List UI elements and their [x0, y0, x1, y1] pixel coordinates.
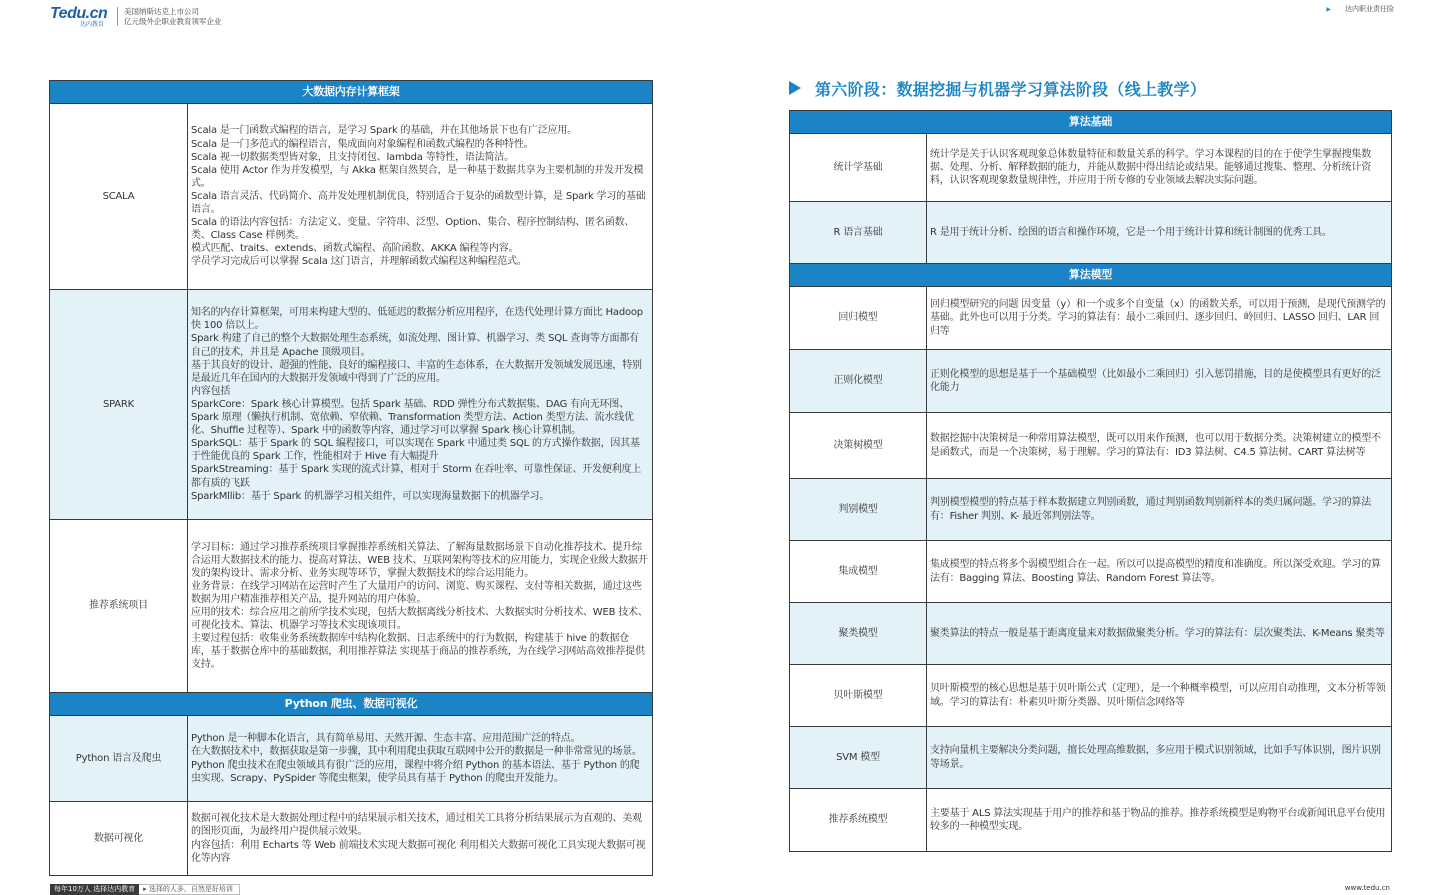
table-row [790, 413, 1392, 479]
stage-title [789, 77, 1206, 99]
table-row [790, 479, 1392, 541]
row-description [188, 716, 653, 802]
table-row [50, 520, 653, 693]
section-title: Python 爬虫、数据可视化 [50, 693, 653, 716]
desc-line: Scala 视一切数据类型皆对象，且支持闭包、lambda 等特性，语法简洁。 [191, 151, 514, 163]
logo-text: Tedu.cn [50, 5, 108, 22]
row-label: 推荐系统模型 [790, 789, 927, 852]
footer-url: www.tedu.cn [1344, 884, 1390, 892]
row-description: 判别模型模型的特点基于样本数据建立判别函数，通过判别函数判别新样本的类归属问题。学习的算法有：Fisher 判别、K- 最近邻判别法等。 [927, 479, 1392, 541]
desc-line: 应用的技术：综合应用之前所学技术实现，包括大数据离线分析技术、大数据实时分析技术、WEB 技术、可视化技术、算法、机器学习等技术实现该项目。 [191, 607, 648, 632]
row-description: 正则化模型的思想是基于一个基础模型（比如最小二乘回归）引入惩罚措施，目的是使模型具有更好的泛化能力 [927, 350, 1392, 413]
desc-line: 基于其良好的设计、超强的性能、良好的编程接口、丰富的生态体系，在大数据开发领域发展迅速，特别是最近几年在国内的大数据开发领域中得到了广泛的应用。 [191, 359, 642, 384]
section-header [790, 264, 1392, 287]
section-title: 算法模型 [790, 264, 1392, 287]
desc-line: SparkMllib：基于 Spark 的机器学习相关组件，可以实现海量数据下的机器学习。 [191, 490, 550, 502]
tedu-logo [50, 6, 112, 28]
table-row [50, 716, 653, 802]
table-row [790, 665, 1392, 727]
company-line-2: 亿元级外企职业教育领军企业 [124, 16, 222, 26]
row-label: 正则化模型 [790, 350, 927, 413]
desc-line: Scala 的语法内容包括：方法定义、变量、字符串、泛型、Option、集合、程序控制结构、匿名函数、类、Class Case 样例类。 [191, 217, 635, 242]
triangle-right-icon [789, 81, 801, 95]
desc-line: 主要过程包括：收集业务系统数据库中结构化数据、日志系统中的行为数据，构建基于 hive 的数据仓库，基于数据仓库中的基础数据，利用推荐算法 实现基于商品的推荐系统，为在线学习网站高效推荐提供支持。 [191, 633, 645, 671]
table-row [790, 350, 1392, 413]
row-description [188, 520, 653, 693]
row-description: 聚类算法的特点一般是基于距离度量来对数据做聚类分析。学习的算法有：层次聚类法、K-Means 聚类等 [927, 603, 1392, 665]
triangle-right-icon: ▶ [1326, 6, 1331, 13]
desc-line: 数据可视化技术是大数据处理过程中的结果展示相关技术，通过相关工具将分析结果展示为直观的、美观的图形页面，为最终用户提供展示效果。 [191, 813, 642, 838]
row-label: 回归模型 [790, 287, 927, 350]
desc-line: Scala 是一门函数式编程的语言，是学习 Spark 的基础，并在其他场景下也有广泛应用。 [191, 125, 577, 137]
row-label: 统计学基础 [790, 134, 927, 202]
desc-line: 在大数据技术中，数据获取是第一步骤，其中利用爬虫获取互联网中公开的数据是一种非常常见的场景。 [191, 746, 642, 758]
logo-subtitle: 达内教育 [80, 22, 105, 28]
desc-line: Scala 语言灵活、代码简介、高并发处理机制优良，特别适合于复杂的函数型计算，是 Spark 学习的基础语言。 [191, 190, 646, 216]
table-row [50, 802, 653, 876]
desc-line: 学习目标：通过学习推荐系统项目掌握推荐系统相关算法、了解海量数据场景下自动化推荐技术、提升综合运用大数据技术的能力、提高对算法、WEB 技术、互联网架构等技术的应用能力，实现企业级大数据开发的架构设计、需求分析、业务实现等环节，掌握大数据技术的综合运用能力。 [191, 541, 648, 579]
desc-line: Python 是一种脚本化语言，具有简单易用、天然开源、生态丰富、应用范围广泛的特点。 [191, 733, 581, 745]
desc-line: 内容包括 [191, 385, 231, 397]
table-row [790, 727, 1392, 789]
footer-tag: 每年10万人 选择达内教育 [50, 884, 139, 895]
footer-slogan-value: 选择的人多，自然是好培训 [148, 885, 233, 893]
footer-slogan-text: ▸ 选择的人多，自然是好培训 [139, 884, 240, 895]
row-description: 贝叶斯模型的核心思想是基于贝叶斯公式（定理），是一个种概率模型，可以应用自动推理，文本分析等领域。学习的算法有：朴素贝叶斯分类器、贝叶斯信念网络等 [927, 665, 1392, 727]
row-label: SVM 模型 [790, 727, 927, 789]
desc-line: Scala 是一门多范式的编程语言，集成面向对象编程和函数式编程的各种特性。 [191, 138, 534, 150]
top-right-label [1326, 4, 1394, 14]
table-row [790, 603, 1392, 665]
desc-line: 学员学习完成后可以掌握 Scala 这门语言，并理解函数式编程这种编程范式。 [191, 256, 527, 268]
desc-line: Scala 使用 Actor 作为并发模型，与 Akka 框架自然契合，是一种基于数据共享为主要机制的并发开发模式。 [191, 164, 644, 189]
row-label: 聚类模型 [790, 603, 927, 665]
section-header [50, 693, 653, 716]
table-row [50, 290, 653, 520]
right-curriculum-table [789, 110, 1392, 852]
row-description [188, 802, 653, 876]
desc-line: SparkStreaming：基于 Spark 实现的流式计算，相对于 Storm 在吞吐率、可靠性保证、开发便利度上都有质的飞跃 [191, 464, 642, 489]
row-label: 推荐系统项目 [50, 520, 188, 693]
row-label: 判别模型 [790, 479, 927, 541]
row-description: 主要基于 ALS 算法实现基于用户的推荐和基于物品的推荐。推荐系统模型是购物平台或新闻讯息平台使用较多的一种模型实现。 [927, 789, 1392, 852]
row-label: 贝叶斯模型 [790, 665, 927, 727]
table-row [790, 134, 1392, 202]
row-description: R 是用于统计分析、绘图的语言和操作环境，它是一个用于统计计算和统计制图的优秀工具。 [927, 202, 1392, 264]
section-title: 大数据内存计算框架 [50, 81, 653, 104]
row-description [188, 290, 653, 520]
table-row [50, 104, 653, 290]
row-label: 决策树模型 [790, 413, 927, 479]
desc-line: SparkSQL：基于 Spark 的 SQL 编程接口，可以实现在 Spark 中通过类 SQL 的方式操作数据，因其基于性能优良的 Spark 工作，性能相对于 Hive 有大幅提升 [191, 438, 640, 463]
desc-line: Python 爬虫技术在爬虫领域具有很广泛的应用，课程中将介绍 Python 的基本语法、基于 Python 的爬虫实现、Scrapy、PySpider 等爬虫框架，使学员具有基于 Python 的爬虫开发能力。 [191, 759, 640, 784]
row-label: R 语言基础 [790, 202, 927, 264]
company-line-1: 美国纳斯达克上市公司 [124, 7, 199, 16]
left-curriculum-table [49, 80, 653, 876]
row-description: 回归模型研究的问题 因变量（y）和一个或多个自变量（x）的函数关系，可以用于预测，是现代预测学的基础。此外也可以用于分类。学习的算法有：最小二乘回归、逐步回归、岭回归、LASSO 回归、LAR 回归等 [927, 287, 1392, 350]
company-tagline [117, 7, 222, 26]
row-label: 集成模型 [790, 541, 927, 603]
desc-line: 模式匹配、traits、extends、函数式编程、高阶函数、AKKA 编程等内容。 [191, 243, 519, 255]
row-description: 支持向量机主要解决分类问题，擅长处理高维数据，多应用于模式识别领域，比如手写体识别，图片识别等场景。 [927, 727, 1392, 789]
row-description [188, 104, 653, 290]
row-label: SCALA [50, 104, 188, 290]
table-row [790, 202, 1392, 264]
desc-line: 内容包括：利用 Echarts 等 Web 前端技术实现大数据可视化 利用相关大数据可视化工具实现大数据可视化等内容 [191, 839, 646, 864]
row-description: 集成模型的特点将多个弱模型组合在一起。所以可以提高模型的精度和准确度。所以深受欢迎。学习的算法有：Bagging 算法、Boosting 算法、Random Forest 算法等。 [927, 541, 1392, 603]
row-label: SPARK [50, 290, 188, 520]
section-header [50, 81, 653, 104]
row-label: 数据可视化 [50, 802, 188, 876]
table-row [790, 287, 1392, 350]
table-row [790, 541, 1392, 603]
row-description: 统计学是关于认识客观现象总体数量特征和数量关系的科学。学习本课程的目的在于使学生掌握搜集数据、处理、分析、解释数据的能力，并能从数据中得出结论或结果。能够通过搜集、整理、分析统计资料，认识客观现象数量规律性，并应用于所专修的专业领域去解决实际问题。 [927, 134, 1392, 202]
section-header [790, 111, 1392, 134]
stage-title-text: 第六阶段：数据挖掘与机器学习算法阶段（线上教学） [815, 79, 1207, 99]
desc-line: 业务背景：在线学习网站在运营时产生了大量用户的访问、浏览、购买课程、支付等相关数据，通过这些数据为用户精准推荐相关产品，提升网站的用户体验。 [191, 580, 642, 605]
desc-line: SparkCore：Spark 核心计算模型。包括 Spark 基础、RDD 弹性分布式数据集、DAG 有向无环图、Spark 原理（懒执行机制、宽依赖、窄依赖、Transformation 类型方法、Action 类型方法、流水线优化、Shuffle 过程等）、Spark 中的函数等内容，通过学习可以掌握 Spark 核心计算机制。 [191, 398, 634, 437]
desc-line: 知名的内存计算框架，可用来构建大型的、低延迟的数据分析应用程序，在迭代处理计算方面比 Hadoop 快 100 倍以上。 [191, 307, 643, 332]
insurance-text: 达内职业责任险 [1345, 5, 1394, 13]
footer-slogan [50, 884, 240, 895]
desc-line: Spark 构建了自己的整个大数据处理生态系统，如流处理、图计算、机器学习、类 SQL 查询等方面都有自己的技术，并且是 Apache 顶级项目。 [191, 333, 639, 358]
row-label: Python 语言及爬虫 [50, 716, 188, 802]
table-row [790, 789, 1392, 852]
section-title: 算法基础 [790, 111, 1392, 134]
row-description: 数据挖掘中决策树是一种常用算法模型，既可以用来作预测，也可以用于数据分类。决策树建立的模型不是函数式，而是一个决策树，易于理解。学习的算法有：ID3 算法树、C4.5 算法树、CART 算法树等 [927, 413, 1392, 479]
